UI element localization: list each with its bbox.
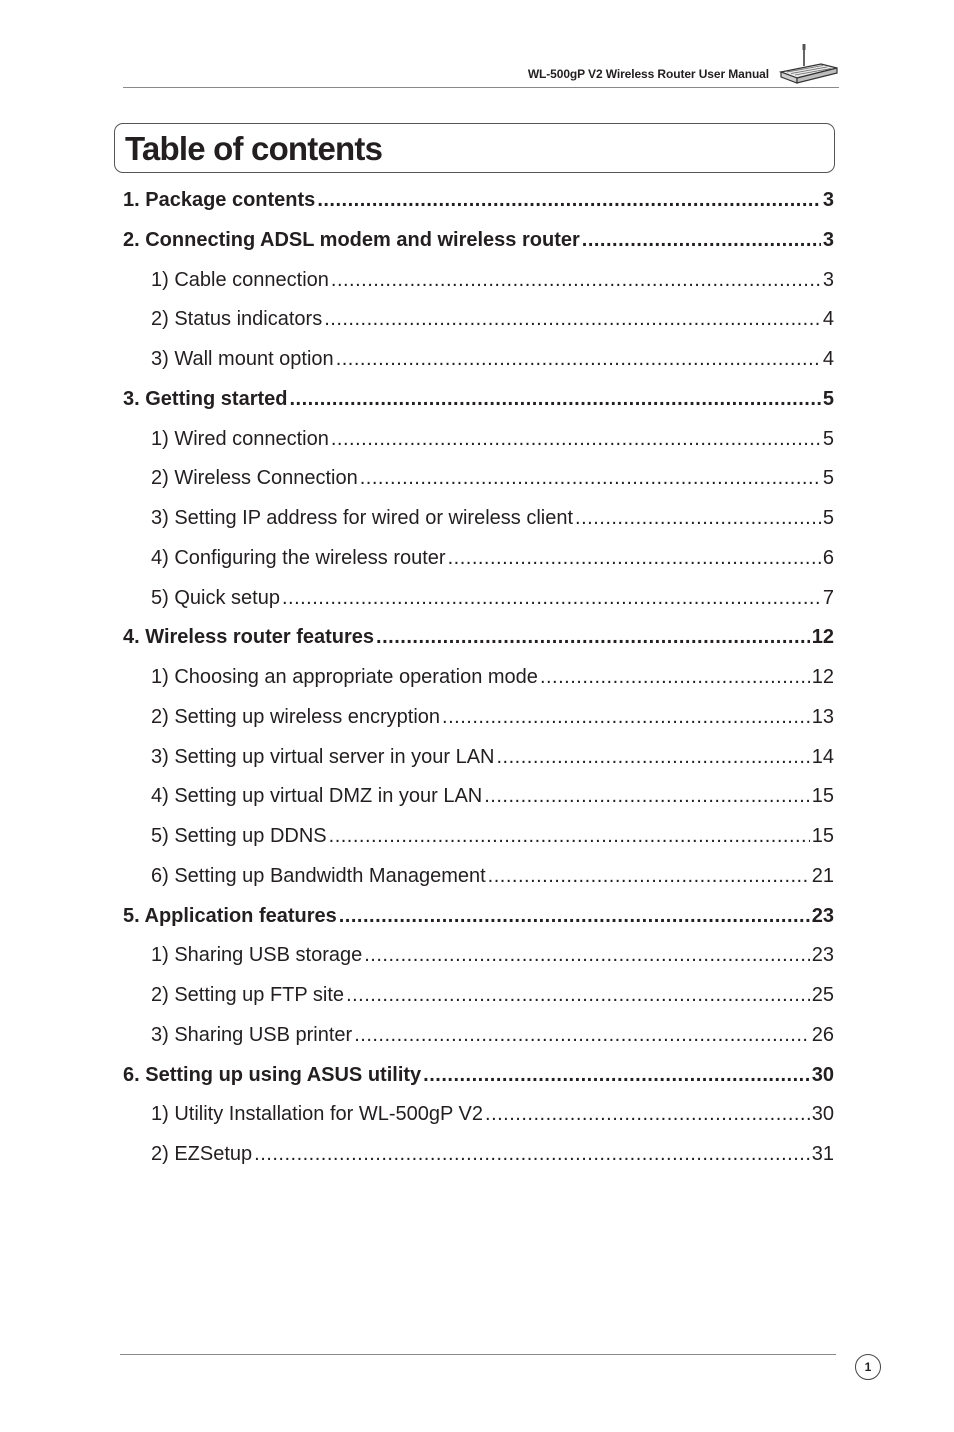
toc-entry-page: 23 — [811, 904, 834, 927]
toc-entry-label: 1. Package contents — [123, 189, 316, 211]
toc-dot-leader — [331, 420, 821, 460]
toc-dot-leader — [376, 618, 810, 658]
toc-entry-label: 1) Choosing an appropriate operation mode — [151, 666, 538, 688]
toc-section-entry[interactable] — [123, 380, 834, 420]
toc-subsection-entry[interactable] — [123, 261, 834, 301]
toc-entry-page: 25 — [811, 984, 834, 1006]
toc-entry-page: 5 — [822, 387, 834, 410]
toc-entry-label: 5. Application features — [123, 904, 337, 927]
toc-entry-page: 12 — [811, 626, 834, 649]
toc-entry-label: 1) Sharing USB storage — [151, 944, 363, 967]
toc-subsection-entry[interactable] — [123, 539, 834, 579]
toc-dot-leader — [289, 380, 820, 420]
toc-entry-label: 2) EZSetup — [151, 1143, 253, 1165]
toc-subsection-entry[interactable] — [123, 1016, 834, 1056]
toc-dot-leader — [339, 897, 810, 937]
toc-entry-label: 2) Wireless Connection — [151, 467, 358, 490]
toc-dot-leader — [346, 976, 810, 1016]
toc-dot-leader — [540, 658, 810, 698]
toc-section-entry[interactable] — [123, 1056, 834, 1096]
toc-section-entry[interactable] — [123, 618, 834, 658]
toc-subsection-entry[interactable] — [123, 976, 834, 1016]
toc-subsection-entry[interactable] — [123, 698, 834, 738]
toc-dot-leader — [331, 261, 821, 301]
manual-title: WL-500gP V2 Wireless Router User Manual — [527, 67, 769, 81]
toc-entry-page: 5 — [822, 427, 834, 450]
toc-dot-leader — [329, 817, 810, 857]
toc-entry-label: 3) Sharing USB printer — [151, 1023, 353, 1046]
router-icon — [777, 42, 839, 86]
toc-subsection-entry[interactable] — [123, 857, 834, 897]
toc-subsection-entry[interactable] — [123, 777, 834, 817]
toc-dot-leader — [336, 340, 821, 380]
toc-entry-page: 7 — [822, 586, 834, 609]
toc-subsection-entry[interactable] — [123, 340, 834, 380]
toc-subsection-entry[interactable] — [123, 1095, 834, 1135]
toc-entry-label: 3) Setting up virtual server in your LAN — [151, 745, 495, 768]
toc-subsection-entry[interactable] — [123, 658, 834, 698]
toc-entry-label: 6. Setting up using ASUS utility — [123, 1063, 422, 1086]
toc-entry-label: 2. Connecting ADSL modem and wireless router — [123, 228, 580, 251]
toc-entry-label: 2) Setting up FTP site — [151, 984, 345, 1006]
toc-entry-page: 15 — [811, 785, 834, 808]
toc-dot-leader — [360, 459, 821, 499]
toc-entry-label: 1) Utility Installation for WL-500gP V2 — [151, 1103, 484, 1126]
toc-entry-label: 4) Configuring the wireless router — [151, 546, 446, 569]
toc-entry-page: 26 — [811, 1023, 834, 1046]
page-header — [123, 40, 839, 88]
toc-section-entry[interactable] — [123, 897, 834, 937]
toc-section-entry[interactable] — [123, 221, 834, 261]
toc-dot-leader — [324, 300, 821, 340]
toc-entry-page: 30 — [811, 1103, 834, 1126]
toc-dot-leader — [488, 857, 810, 897]
toc-entry-label: 3. Getting started — [123, 387, 288, 410]
toc-entry-label: 3) Wall mount option — [151, 348, 334, 370]
toc-subsection-entry[interactable] — [123, 738, 834, 778]
toc-entry-label: 4) Setting up virtual DMZ in your LAN — [151, 785, 483, 808]
toc-entry-label: 3) Setting IP address for wired or wireless client — [151, 507, 574, 529]
toc-entry-page: 31 — [811, 1143, 834, 1165]
toc-entry-label: 2) Setting up wireless encryption — [151, 705, 441, 728]
footer-divider — [120, 1354, 836, 1355]
toc-entry-label: 1) Cable connection — [151, 268, 329, 291]
toc-subsection-entry[interactable] — [123, 579, 834, 619]
toc-entry-page: 3 — [822, 228, 834, 251]
toc-entry-page: 4 — [822, 348, 834, 370]
toc-subsection-entry[interactable] — [123, 936, 834, 976]
toc-entry-page: 4 — [822, 308, 834, 331]
toc-entry-page: 3 — [822, 268, 834, 291]
toc-entry-label: 1) Wired connection — [151, 427, 329, 450]
toc-dot-leader — [497, 738, 810, 778]
toc-dot-leader — [254, 1135, 810, 1175]
toc-entry-page: 6 — [822, 546, 834, 569]
toc-subsection-entry[interactable] — [123, 817, 834, 857]
page-title: Table of contents — [125, 130, 383, 167]
toc-dot-leader — [364, 936, 810, 976]
toc-dot-leader — [442, 698, 810, 738]
toc-dot-leader — [317, 181, 821, 221]
toc-subsection-entry[interactable] — [123, 1135, 834, 1175]
toc-subsection-entry[interactable] — [123, 420, 834, 460]
toc-entry-page: 5 — [822, 507, 834, 529]
toc-dot-leader — [575, 499, 821, 539]
toc-entry-page: 30 — [811, 1063, 834, 1086]
toc-subsection-entry[interactable] — [123, 300, 834, 340]
page-number: 1 — [855, 1354, 881, 1380]
toc-entry-label: 4. Wireless router features — [123, 626, 375, 649]
toc-entry-label: 6) Setting up Bandwidth Management — [151, 864, 486, 887]
toc-entry-label: 5) Quick setup — [151, 586, 280, 609]
toc-dot-leader — [423, 1056, 810, 1096]
toc-entry-page: 14 — [811, 745, 834, 768]
toc-subsection-entry[interactable] — [123, 459, 834, 499]
header-divider — [123, 87, 839, 88]
toc-entry-page: 23 — [811, 944, 834, 967]
toc-entry-page: 13 — [811, 705, 834, 728]
toc-entry-page: 21 — [811, 864, 834, 887]
table-of-contents — [123, 181, 834, 1175]
toc-subsection-entry[interactable] — [123, 499, 834, 539]
toc-dot-leader — [282, 579, 821, 619]
toc-entry-page: 12 — [811, 666, 834, 688]
toc-entry-page: 5 — [822, 467, 834, 490]
toc-dot-leader — [582, 221, 821, 261]
toc-entry-label: 2) Status indicators — [151, 308, 323, 331]
toc-dot-leader — [484, 777, 810, 817]
page-title-box — [114, 123, 835, 173]
toc-entry-page: 15 — [811, 825, 834, 847]
toc-dot-leader — [354, 1016, 810, 1056]
toc-dot-leader — [485, 1095, 810, 1135]
toc-entry-label: 5) Setting up DDNS — [151, 825, 327, 847]
toc-dot-leader — [448, 539, 821, 579]
toc-section-entry[interactable] — [123, 181, 834, 221]
toc-entry-page: 3 — [822, 189, 834, 211]
